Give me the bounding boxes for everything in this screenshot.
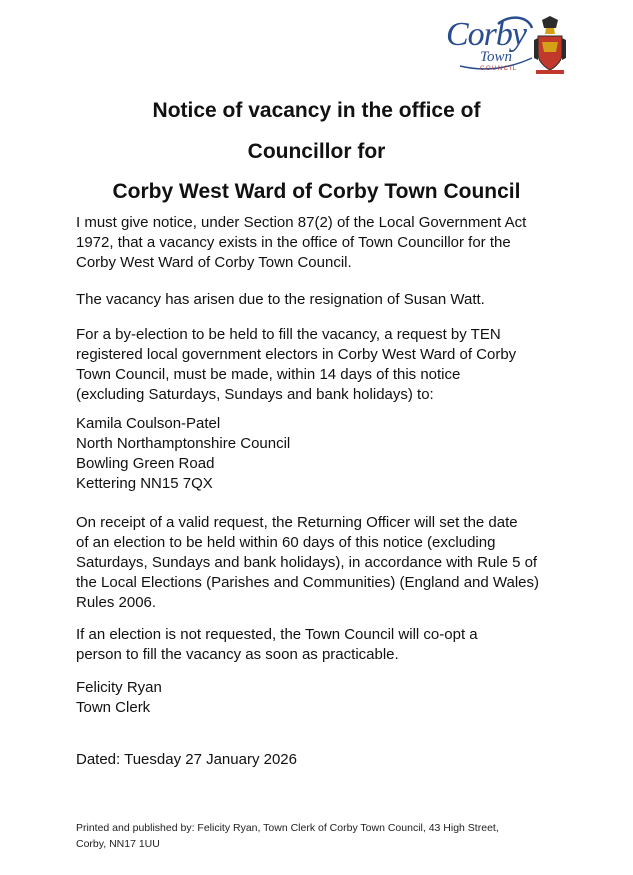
heading-line-3: Corby West Ward of Corby Town Council [112,180,521,203]
footer-line: Printed and published by: Felicity Ryan, Town Clerk of Corby Town Council, 43 High Street, [76,822,499,834]
publisher-footer [76,820,576,852]
paragraph-line: On receipt of a valid request, the Returning Officer will set the date [76,514,518,531]
logo-corby-text: Corby [446,16,526,53]
returning-officer-address [76,414,576,494]
paragraph-line: Town Council, must be made, within 14 days of this notice [76,366,461,383]
co-option-paragraph [76,625,576,665]
paragraph-line: of an election to be held within 60 days of this notice (excluding [76,534,496,551]
paragraph-line: Saturdays, Sundays and bank holidays), in accordance with Rule 5 of [76,554,538,571]
footer-line: Corby, NN17 1UU [76,838,160,850]
paragraph-line: registered local government electors in Corby West Ward of Corby [76,346,517,363]
heading-line-1: Notice of vacancy in the office of [152,99,481,122]
heading-line-2: Councillor for [247,140,386,163]
vacancy-reason-paragraph: The vacancy has arisen due to the resignation of Susan Watt. [76,291,485,308]
election-process-paragraph [76,513,576,613]
by-election-request-paragraph [76,325,576,405]
address-line: Kettering NN15 7QX [76,475,213,492]
address-line: Kamila Coulson-Patel [76,415,221,432]
paragraph-line: Rules 2006. [76,594,157,611]
paragraph-line: 1972, that a vacancy exists in the office of Town Councillor for the [76,234,511,251]
logo-wordmark [440,14,535,78]
coat-of-arms-icon [532,14,568,78]
corby-town-council-logo [440,14,570,78]
signature-block [76,678,576,718]
paragraph-line: person to fill the vacancy as soon as practicable. [76,646,399,663]
paragraph-line: (excluding Saturdays, Sundays and bank holidays) to: [76,386,434,403]
logo-town-text: Town [480,49,512,65]
paragraph-line: the Local Elections (Parishes and Communities) (England and Wales) [76,574,540,591]
paragraph-line: Corby West Ward of Corby Town Council. [76,254,352,271]
address-line: North Northamptonshire Council [76,435,291,452]
notice-date: Dated: Tuesday 27 January 2026 [76,751,297,768]
address-line: Bowling Green Road [76,455,215,472]
logo-council-text: COUNCIL [480,66,518,72]
signatory-name: Felicity Ryan [76,679,162,696]
paragraph-line: For a by-election to be held to fill the vacancy, a request by TEN [76,326,501,343]
signatory-title: Town Clerk [76,699,151,716]
paragraph-line: I must give notice, under Section 87(2) of the Local Government Act [76,214,527,231]
legal-notice-paragraph [76,213,576,273]
paragraph-line: If an election is not requested, the Town Council will co-opt a [76,626,478,643]
